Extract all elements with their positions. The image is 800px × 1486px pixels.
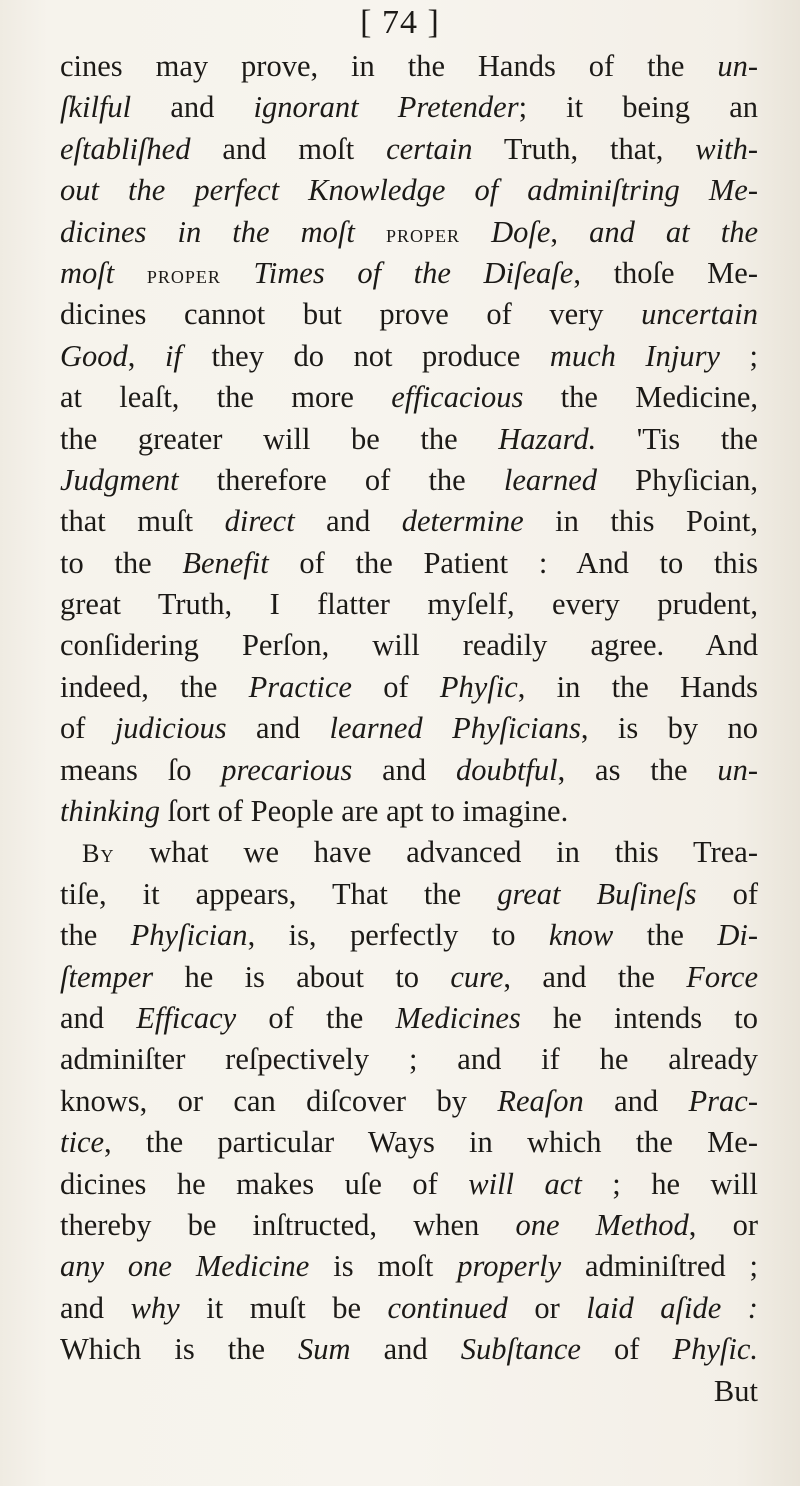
text-run: at leaſt, the more xyxy=(60,380,392,415)
text-run: ſtemper xyxy=(60,959,154,994)
text-run: ignorant Pretender xyxy=(253,90,519,125)
text-run: Prac- xyxy=(688,1083,758,1118)
text-run: proper xyxy=(146,259,221,289)
catchword-line xyxy=(60,1371,758,1412)
text-run: properly xyxy=(457,1249,562,1284)
text-run: doubtful xyxy=(455,752,558,787)
text-run: that muſt xyxy=(60,504,225,539)
text-line xyxy=(60,708,758,749)
text-run: adminiſtred ; xyxy=(561,1249,759,1284)
text-run: with- xyxy=(695,131,758,166)
text-line xyxy=(60,501,758,542)
text-line xyxy=(60,419,758,460)
text-line xyxy=(60,170,758,211)
text-run: any one Medicine xyxy=(60,1249,310,1284)
text-run: By xyxy=(82,839,115,869)
text-line xyxy=(60,212,758,253)
text-run: therefore of the xyxy=(178,462,504,497)
text-run: determine xyxy=(401,504,524,539)
text-run: the xyxy=(60,918,131,953)
text-run: , xyxy=(550,214,590,249)
text-run: what we have advanced in this Trea- xyxy=(114,835,758,870)
text-run: eſtabliſhed xyxy=(60,131,191,166)
text-run: , is by no xyxy=(580,711,758,746)
text-run: Benefit xyxy=(182,545,269,580)
text-line xyxy=(60,750,758,791)
text-run: ; it being an xyxy=(518,90,758,125)
text-run: certain xyxy=(386,131,473,166)
text-line xyxy=(60,294,758,335)
text-run: of xyxy=(60,711,115,746)
text-run: continued xyxy=(387,1290,508,1325)
text-run: adminiſter reſpectively ; and if he already xyxy=(60,1042,758,1077)
text-run: , or xyxy=(688,1207,758,1242)
text-line xyxy=(60,1205,758,1246)
text-line xyxy=(60,584,758,625)
text-run: means ſo xyxy=(60,752,222,787)
text-run: cines may prove, in the Hands of the xyxy=(60,49,718,83)
text-line xyxy=(60,1288,758,1329)
text-run: they do not produce xyxy=(181,338,550,373)
text-line xyxy=(60,129,758,170)
text-run: judicious xyxy=(114,711,227,746)
text-run: Reaſon xyxy=(497,1083,584,1118)
text-run: and xyxy=(60,1000,137,1035)
text-run: un- xyxy=(717,49,758,83)
text-run: in this Point, xyxy=(523,504,758,539)
text-line xyxy=(60,543,758,584)
text-run: it muſt be xyxy=(179,1290,388,1325)
text-line xyxy=(60,957,758,998)
text-run: tice xyxy=(60,1125,105,1160)
text-run: to the xyxy=(60,545,183,580)
text-run: the greater will be the xyxy=(60,421,499,456)
text-run: much Injury xyxy=(549,338,720,373)
text-run: is moſt xyxy=(309,1249,458,1284)
text-run: Medicines xyxy=(395,1000,521,1035)
text-run: , thoſe Me- xyxy=(573,255,758,290)
catchword: But xyxy=(713,1373,758,1408)
text-line xyxy=(60,625,758,666)
text-line xyxy=(60,791,758,832)
text-run: Force xyxy=(686,959,758,994)
text-line xyxy=(60,336,758,377)
text-run: tiſe, it appears, That the xyxy=(60,876,498,911)
text-line xyxy=(60,460,758,501)
text-run: knows, or can diſcover by xyxy=(60,1083,498,1118)
text-line xyxy=(60,1039,758,1080)
text-run: dicines he makes uſe of xyxy=(60,1166,469,1201)
text-line xyxy=(60,1081,758,1122)
text-run: , in the Hands xyxy=(517,669,758,704)
text-run: laid aſide : xyxy=(586,1290,758,1325)
text-run: and xyxy=(350,1332,461,1367)
text-run: Phyſic xyxy=(439,669,518,704)
text-run: or xyxy=(507,1290,587,1325)
text-run: Good xyxy=(60,338,128,373)
text-line xyxy=(60,832,758,873)
text-run: Which is the xyxy=(60,1332,299,1367)
text-run: and xyxy=(294,504,402,539)
text-run: and xyxy=(352,752,456,787)
text-run: 'Tis the xyxy=(596,421,758,456)
body-text xyxy=(60,46,758,1412)
text-line xyxy=(60,915,758,956)
text-run: thereby be inſtructed, when xyxy=(60,1207,516,1242)
text-run: great Buſineſs xyxy=(497,876,697,911)
text-run: he intends to xyxy=(520,1000,758,1035)
text-run: Truth, that, xyxy=(472,131,696,166)
text-run: indeed, the xyxy=(60,669,249,704)
text-line xyxy=(60,1164,758,1205)
text-run: direct xyxy=(224,504,295,539)
text-run: and moſt xyxy=(190,131,387,166)
text-run: dicines cannot but prove of very xyxy=(60,297,642,332)
text-run: uncertain xyxy=(641,297,758,332)
text-run: Phyſician xyxy=(130,918,248,953)
text-run: out the perfect Knowledge of adminiſtring Me- xyxy=(60,173,758,208)
text-run: and xyxy=(583,1083,689,1118)
text-run: the Medicine, xyxy=(523,380,758,415)
text-run: and xyxy=(226,711,330,746)
text-run: if xyxy=(164,338,182,373)
text-line xyxy=(60,667,758,708)
text-run: un- xyxy=(717,752,758,787)
text-run: ſkilful xyxy=(60,90,132,125)
text-run: dicines in the moſt xyxy=(60,214,386,249)
text-run: ; xyxy=(719,338,758,373)
text-run: why xyxy=(130,1290,180,1325)
text-run: one Method xyxy=(515,1207,689,1242)
text-run: and xyxy=(131,90,254,125)
text-run: and xyxy=(60,1290,131,1325)
text-run: , is, perfectly to xyxy=(247,918,549,953)
text-run: Subſtance xyxy=(460,1332,581,1367)
text-run: learned Phyſicians xyxy=(329,711,581,746)
text-line xyxy=(60,253,758,294)
text-run: proper xyxy=(385,218,460,248)
text-run: ; he will xyxy=(581,1166,759,1201)
text-run: of xyxy=(351,669,440,704)
text-run: of the Patient : And to this xyxy=(268,545,758,580)
text-run: conſidering Perſon, will readily agree. And xyxy=(60,628,758,663)
text-run: Judgment xyxy=(60,462,179,497)
text-run: great Truth, I flatter myſelf, every prudent, xyxy=(60,587,758,622)
text-run: he is about to xyxy=(153,959,451,994)
text-run: and at the xyxy=(589,214,758,249)
page-number-header: [ 74 ] xyxy=(360,4,440,41)
text-line xyxy=(60,1246,758,1287)
text-run: ſort of People are apt to imagine. xyxy=(159,794,569,829)
text-run: of xyxy=(580,1332,673,1367)
text-line xyxy=(60,1329,758,1370)
text-run: Doſe xyxy=(459,214,551,249)
text-run: thinking xyxy=(60,794,160,829)
text-run: will act xyxy=(468,1166,582,1201)
text-run: , as the xyxy=(557,752,718,787)
text-line xyxy=(60,1122,758,1163)
text-run: efficacious xyxy=(391,380,524,415)
text-run: moſt xyxy=(60,255,147,290)
text-run: Hazard. xyxy=(498,421,597,456)
text-run: Efficacy xyxy=(136,1000,237,1035)
text-run: , xyxy=(127,338,165,373)
text-run: , the particular Ways in which the Me- xyxy=(104,1125,758,1160)
text-run: cure xyxy=(450,959,504,994)
text-run: Times of the Diſeaſe xyxy=(220,255,574,290)
text-run: the xyxy=(613,918,718,953)
text-run: learned xyxy=(503,462,598,497)
text-run: precarious xyxy=(221,752,353,787)
text-line xyxy=(60,874,758,915)
text-line xyxy=(60,377,758,418)
text-line xyxy=(60,87,758,128)
text-line xyxy=(60,46,758,87)
text-run: of xyxy=(696,876,758,911)
text-run: Phyſic. xyxy=(672,1332,758,1367)
text-run: know xyxy=(548,918,614,953)
text-line xyxy=(60,998,758,1039)
text-run: , and the xyxy=(503,959,687,994)
text-run: of the xyxy=(236,1000,396,1035)
text-run: Sum xyxy=(298,1332,351,1367)
text-run: Phyſician, xyxy=(597,462,758,497)
text-run: Di- xyxy=(717,918,759,953)
text-run: Practice xyxy=(248,669,352,704)
